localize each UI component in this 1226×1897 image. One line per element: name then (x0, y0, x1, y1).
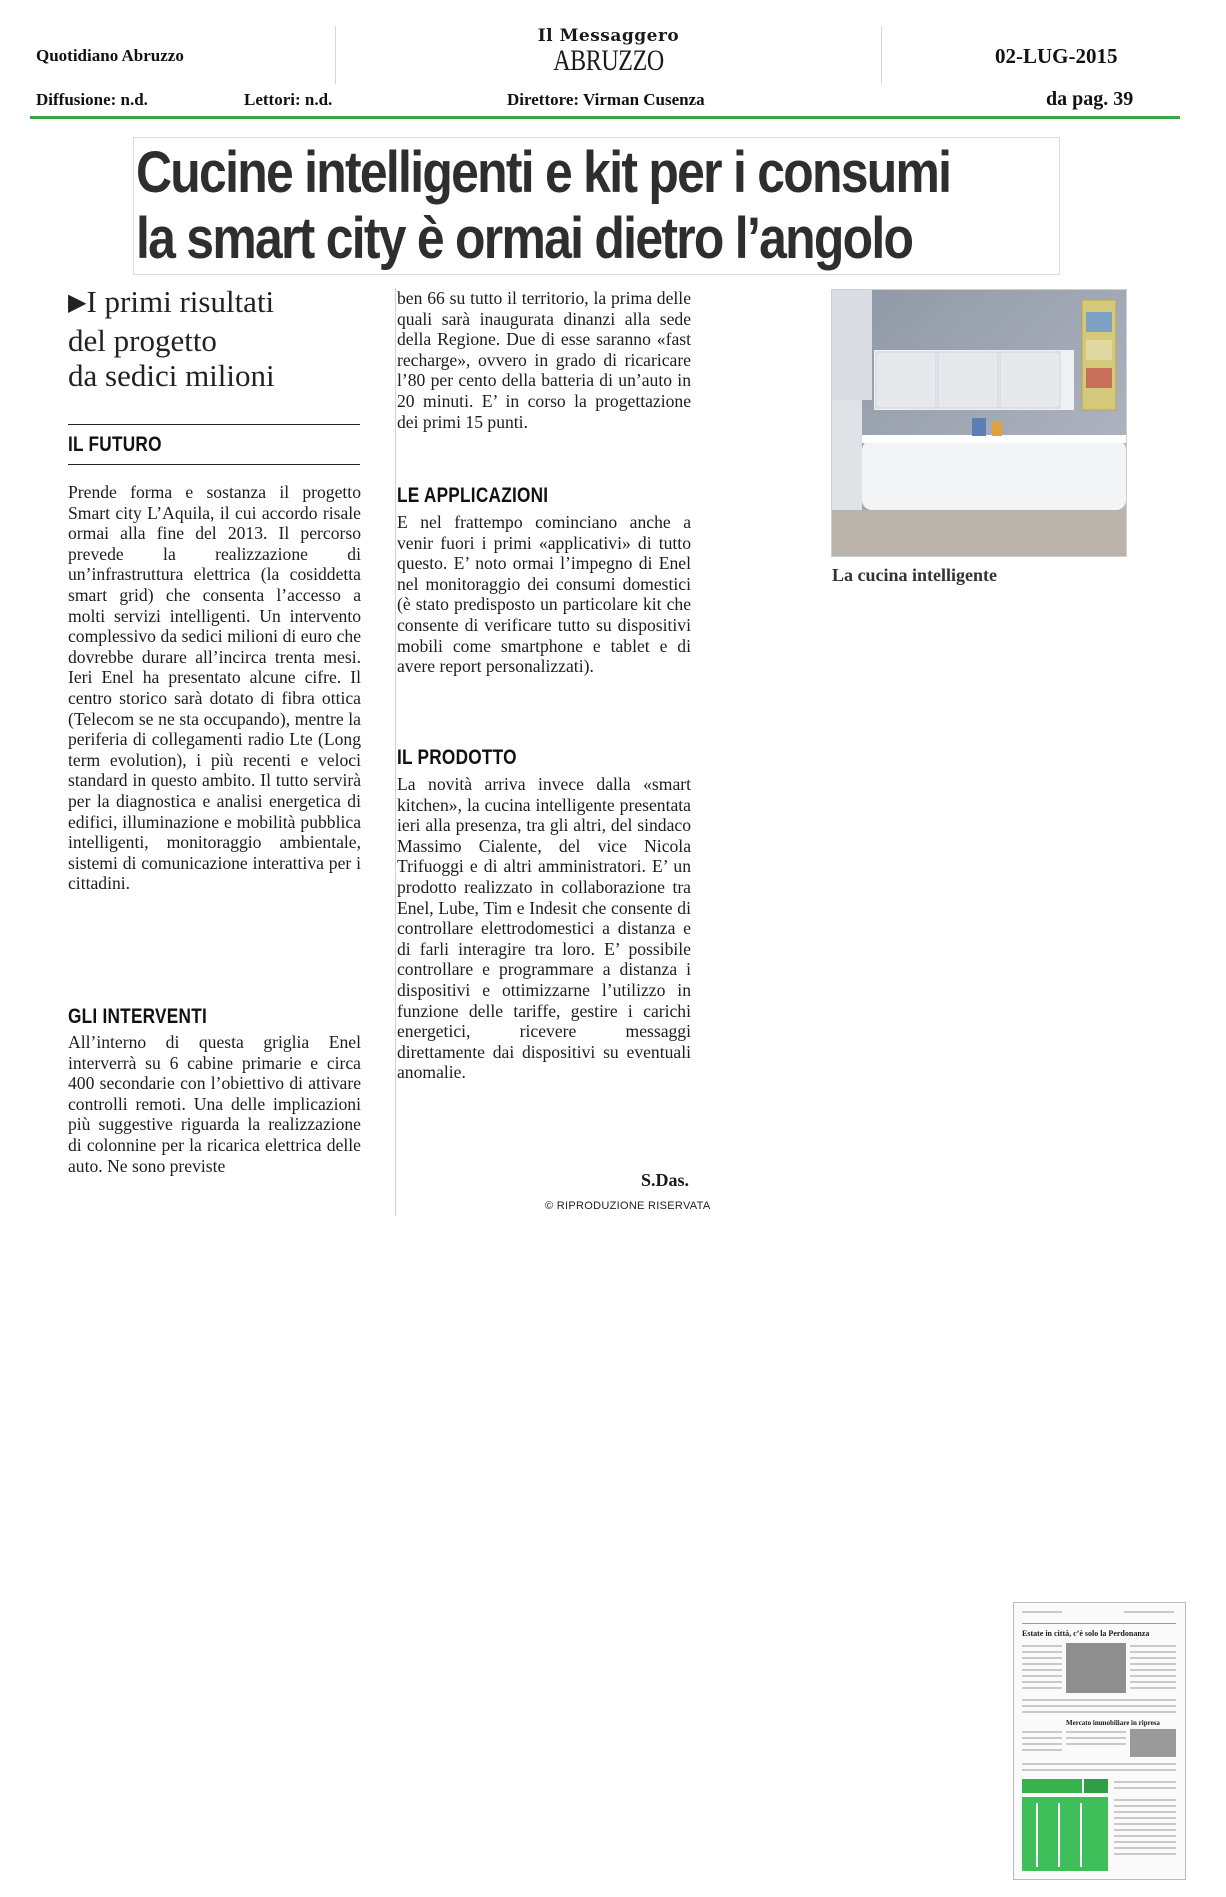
diffusione-label: Diffusione: n.d. (36, 90, 148, 109)
kicker-prodotto: IL PRODOTTO (397, 746, 517, 769)
thumbnail-headline: Estate in città, c’è solo la Perdonanza (1022, 1629, 1150, 1638)
kitchen-photo (831, 289, 1127, 557)
headline-line-2: la smart city è ormai dietro l’angolo (136, 206, 913, 271)
subhead (68, 284, 368, 393)
copyright-notice: © RIPRODUZIONE RISERVATA (545, 1200, 711, 1212)
headline-line-1: Cucine intelligenti e kit per i consumi (136, 140, 951, 205)
author-signature: S.Das. (640, 1170, 689, 1190)
body-paragraph: E nel frattempo cominciano anche a venir fuori i primi «applicativi» di tutto questo. E’ noto ormai l’impegno di Enel nel monitoraggio dei consumi domestici (è stato predisposto un particolare kit che consente di verificare tutto su dispositivi mobili come smartphone e tablet e di avere report personalizzati). (397, 512, 691, 677)
kicker-applicazioni: LE APPLICAZIONI (397, 484, 549, 507)
logo-subtitle: ABRUZZO (553, 44, 664, 77)
thumbnail-photo (1066, 1643, 1126, 1693)
section-rule-bottom (68, 464, 360, 465)
subhead-line-1: I primi risultati (86, 284, 275, 319)
column-2-paragraph-2 (397, 512, 691, 677)
page-thumbnail (1013, 1602, 1186, 1880)
column-2-paragraph-3 (397, 774, 691, 1083)
column-2-paragraph-1 (397, 288, 691, 432)
thumbnail-green-block (1022, 1797, 1108, 1871)
thumbnail-mid-headline: Mercato immobiliare in ripresa (1066, 1719, 1160, 1727)
kitchen-illustration-icon (832, 290, 1126, 556)
headline-box (133, 137, 1060, 275)
column-1-paragraph-2 (68, 1032, 361, 1176)
body-paragraph: Prende forma e sostanza il progetto Smart city L’Aquila, il cui accordo risale ormai alla fine del 2013. Il percorso prevede la realizzazione di un’infrastruttura elettrica (la cosiddetta smart grid) che consenta l’accesso a molti servizi intelligenti. Un intervento complessivo da sedici milioni di euro che dovrebbe durare all’incirca trenta mesi. Ieri Enel ha presentato alcune cifre. Il centro storico sarà dotato di fibra ottica (Telecom se ne sta occupando), mentre la periferia di collegamenti radio Lte (Long term evolution), i più recenti e veloci standard in questo ambito. Il tutto servirà per la diagnostica e analisi energetica di edifici, illuminazione e mobilità pubblica intelligenti, monitoraggio ambientale, sistemi di comunicazione interattiva per i cittadini. (68, 482, 361, 894)
subhead-line-2: del progetto (68, 323, 217, 358)
column-1-paragraph-1 (68, 482, 361, 894)
subhead-line-3: da sedici milioni (68, 358, 275, 393)
triangle-bullet-icon: ▶ (68, 290, 87, 316)
logo-title: Il Messaggero (537, 26, 680, 46)
body-paragraph: ben 66 su tutto il territorio, la prima delle quali sarà inaugurata dinanzi alla sede della Regione. Due di esse saranno «fast recharge», ovvero in grado di ricaricare l’80 per cento della batteria di un’auto in 20 minuti. E’ in corso la progettazione dei primi 15 punti. (397, 288, 691, 432)
header-rule (30, 116, 1180, 119)
kicker-interventi: GLI INTERVENTI (68, 1005, 207, 1028)
publication-name: Quotidiano Abruzzo (36, 46, 184, 65)
direttore-label: Direttore: Virman Cusenza (507, 90, 705, 109)
lettori-label: Lettori: n.d. (244, 90, 333, 109)
column-divider (395, 288, 396, 1216)
section-label: IL FUTURO (68, 433, 162, 456)
issue-date: 02-LUG-2015 (995, 44, 1118, 68)
body-paragraph: La novità arriva invece dalla «smart kitchen», la cucina intelligente presentata ieri alla presenza, tra gli altri, del sindaco Massimo Cialente, del vice Nicola Trifuoggi e di altri amministratori. E’ un prodotto realizzato in collaborazione tra Enel, Lube, Tim e Indesit che consente di controllare elettrodomestici a distanza e di farli interagire tra loro. E’ possibile controllare e programmare a distanza i dispositivi e ottimizzarne l’utilizzo in funzione delle tariffe, gestire i carichi energetici, ricevere messaggi direttamente dai dispositivi su eventuali anomalie. (397, 774, 691, 1083)
section-rule-top (68, 424, 360, 425)
thumbnail-green-band (1022, 1779, 1082, 1793)
photo-caption: La cucina intelligente (832, 565, 997, 585)
page-number: da pag. 39 (1046, 88, 1134, 110)
newspaper-logo (335, 26, 882, 84)
body-paragraph: All’interno di questa griglia Enel interverrà su 6 cabine primarie e circa 400 secondarie con l’obiettivo di attivare controlli remoti. Una delle implicazioni più suggestive riguarda la realizzazione di colonnine per la ricarica elettrica delle auto. Ne sono previste (68, 1032, 361, 1176)
